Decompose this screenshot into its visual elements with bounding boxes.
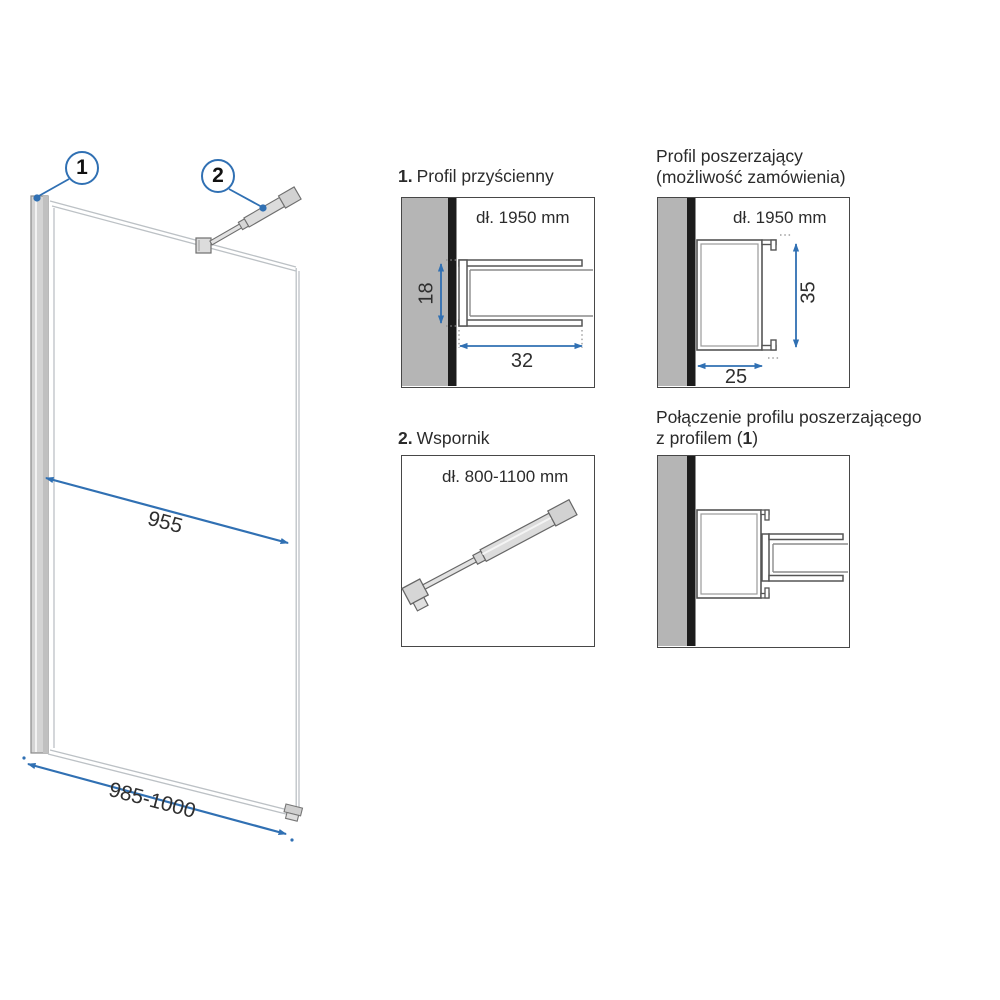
widening-profile-section xyxy=(697,240,776,350)
panel3-title-text: Wspornik xyxy=(416,428,490,448)
panel2-title-line2: (możliwość zamówienia) xyxy=(656,167,846,187)
wall-profile-bar xyxy=(31,196,48,753)
panel3-length-label: dł. 800-1100 mm xyxy=(442,467,569,486)
callout-1-number: 1 xyxy=(76,156,88,179)
panel1-dim-width-label: 32 xyxy=(510,350,534,372)
support-bar-3d xyxy=(402,500,582,613)
glass-panel xyxy=(48,201,299,815)
panel4-title xyxy=(656,407,922,449)
panel1-title-number: 1. xyxy=(398,166,413,186)
panel3-title-number: 2. xyxy=(398,428,413,448)
wall-strip xyxy=(687,198,696,386)
widening-profile-section xyxy=(697,510,769,598)
panel4-drawing xyxy=(658,456,848,646)
wall-profile-connection xyxy=(762,534,843,581)
panel4-title-line2: z profilem (1) xyxy=(656,428,759,448)
support-bar xyxy=(196,187,301,253)
panel4-box xyxy=(657,455,850,648)
main-drawing xyxy=(0,130,340,870)
panel2-dim-height-label: 35 xyxy=(797,281,820,304)
support-bar-clamp xyxy=(196,238,211,253)
panel2-length-label: dł. 1950 mm xyxy=(733,208,827,227)
callout-2-number: 2 xyxy=(212,164,224,187)
panel3-title xyxy=(398,428,490,449)
panel1-length-label: dł. 1950 mm xyxy=(476,208,570,227)
panel1-dim-height-label: 18 xyxy=(415,282,438,305)
panel2-dim-width-label: 25 xyxy=(724,366,748,388)
wall-section xyxy=(658,456,687,646)
panel2-title-line1: Profil poszerzający xyxy=(656,146,803,166)
total-width-dimension-label: 985-1000 xyxy=(106,778,198,823)
callout-2-badge xyxy=(201,159,235,193)
glass-in-profile xyxy=(470,270,593,316)
panel1-title-text: Profil przyścienny xyxy=(416,166,554,186)
wall-strip xyxy=(448,198,457,386)
panel1-title xyxy=(398,166,554,187)
wall-section xyxy=(658,198,687,386)
panel4-title-line1: Połączenie profilu poszerzającego xyxy=(656,407,922,427)
glass-width-dimension-label: 955 xyxy=(145,506,185,539)
wall-strip xyxy=(687,456,696,646)
panel2-title xyxy=(656,146,846,188)
glass-in-profile xyxy=(773,544,848,572)
callout-1-badge xyxy=(65,151,99,185)
